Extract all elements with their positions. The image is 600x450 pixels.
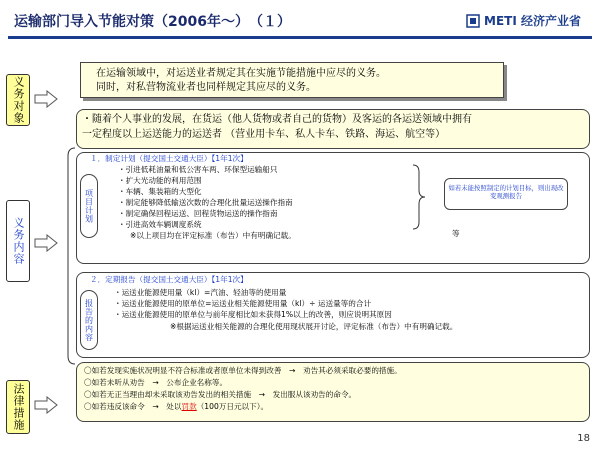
report-header: ２．定期报告（提交国土交通大臣）【1年1次】 [90,275,248,284]
obligation-target-line2: 同时，对私营物流业者也同样规定其应尽的义务。 [96,82,316,93]
plan-item: ・制定能够降低输送次数的合理化批量运送操作指南 [118,198,293,207]
meti-logo [466,12,581,29]
header-divider [8,36,592,39]
logo-text: METI 经济产业省 [484,14,581,28]
page-number: 18 [577,433,590,444]
legal-measure-line: 〇如若发现实施状况明显不符合标准或者原单位未得到改善 → 劝告其必须采取必要的措施。 [84,366,402,375]
obligation-target-label: 义务对象 [6,74,30,126]
fine-prefix: 〇如若违反该命令 → 处以 [84,402,182,411]
right-arrow-icon [34,234,58,252]
report-note: ※根据运送业相关能源的合理化使用现状展开讨论，评定标准（布告）中有明确记载。 [170,322,458,331]
legal-measures-label: 法律措施 [6,380,30,434]
obligation-scope-line2: 一定程度以上运送能力的运送者 （营业用卡车、私人卡车、铁路、海运、航空等） [82,129,446,140]
plan-header: １．制定计划（提交国土交通大臣）【1年1次】 [90,154,248,163]
plan-note: ※以上项目均在评定标准（布告）中有明确记载。 [130,231,296,240]
obligation-scope-line1: ・随着个人事业的发展，在货运（他人货物或者自己的货物）及客运的各运送领域中拥有 [82,114,472,125]
obligation-target-line1: 在运输领域中，对运送业者规定其在实施节能措施中应尽的义务。 [96,68,386,79]
plan-item: ・引进高效车辆调度系统 [118,220,202,229]
legal-measure-line: 〇如若无正当理由却未采取该劝告发出的相关措施 → 发出服从该劝告的命令。 [84,390,357,399]
plan-item: ・车辆、集装箱的大型化 [118,187,202,196]
plan-item: ・引进低耗油量和低公害车两、环保型运输船只 [118,165,278,174]
meti-emblem-icon [466,14,480,28]
section-bracket [62,146,76,366]
plan-items-label: 项目计划 [80,174,98,238]
plan-etc: 等 [452,229,460,238]
report-item: ・运送业能源使用量（kl）=汽油、轻油等的使用量 [114,288,287,297]
report-items-label: 报告的内容 [80,290,98,350]
plan-callout-text: 如若未能按照制定的计划目标，则出现改变观测报告 [448,184,564,200]
plan-item: ・制定确保回程运送、回程货物运送的操作指南 [118,209,278,218]
report-item: ・运送业能源使用的原单位与前年度相比如未获得1%以上的改善，则应说明其原因 [114,310,392,319]
page-title: 运输部门导入节能对策（2006年～） （１） [14,14,291,30]
plan-item: ・扩大光动能的利用范围 [118,176,202,185]
legal-measure-line: 〇如若未听从劝告 → 公布企业名称等。 [84,378,228,387]
fine-suffix: （100万日元以下）。 [196,402,269,411]
plan-brace [412,164,426,230]
right-arrow-icon [34,90,58,108]
obligation-content-label: 义务内容 [6,200,30,282]
legal-measure-line-4 [84,402,268,413]
fine-highlight: 罚款 [181,402,197,411]
right-arrow-icon [34,396,58,414]
report-item: ・运送业能源使用的原单位=运送业相关能源使用量（kl）÷ 运送量等的合计 [114,299,372,308]
